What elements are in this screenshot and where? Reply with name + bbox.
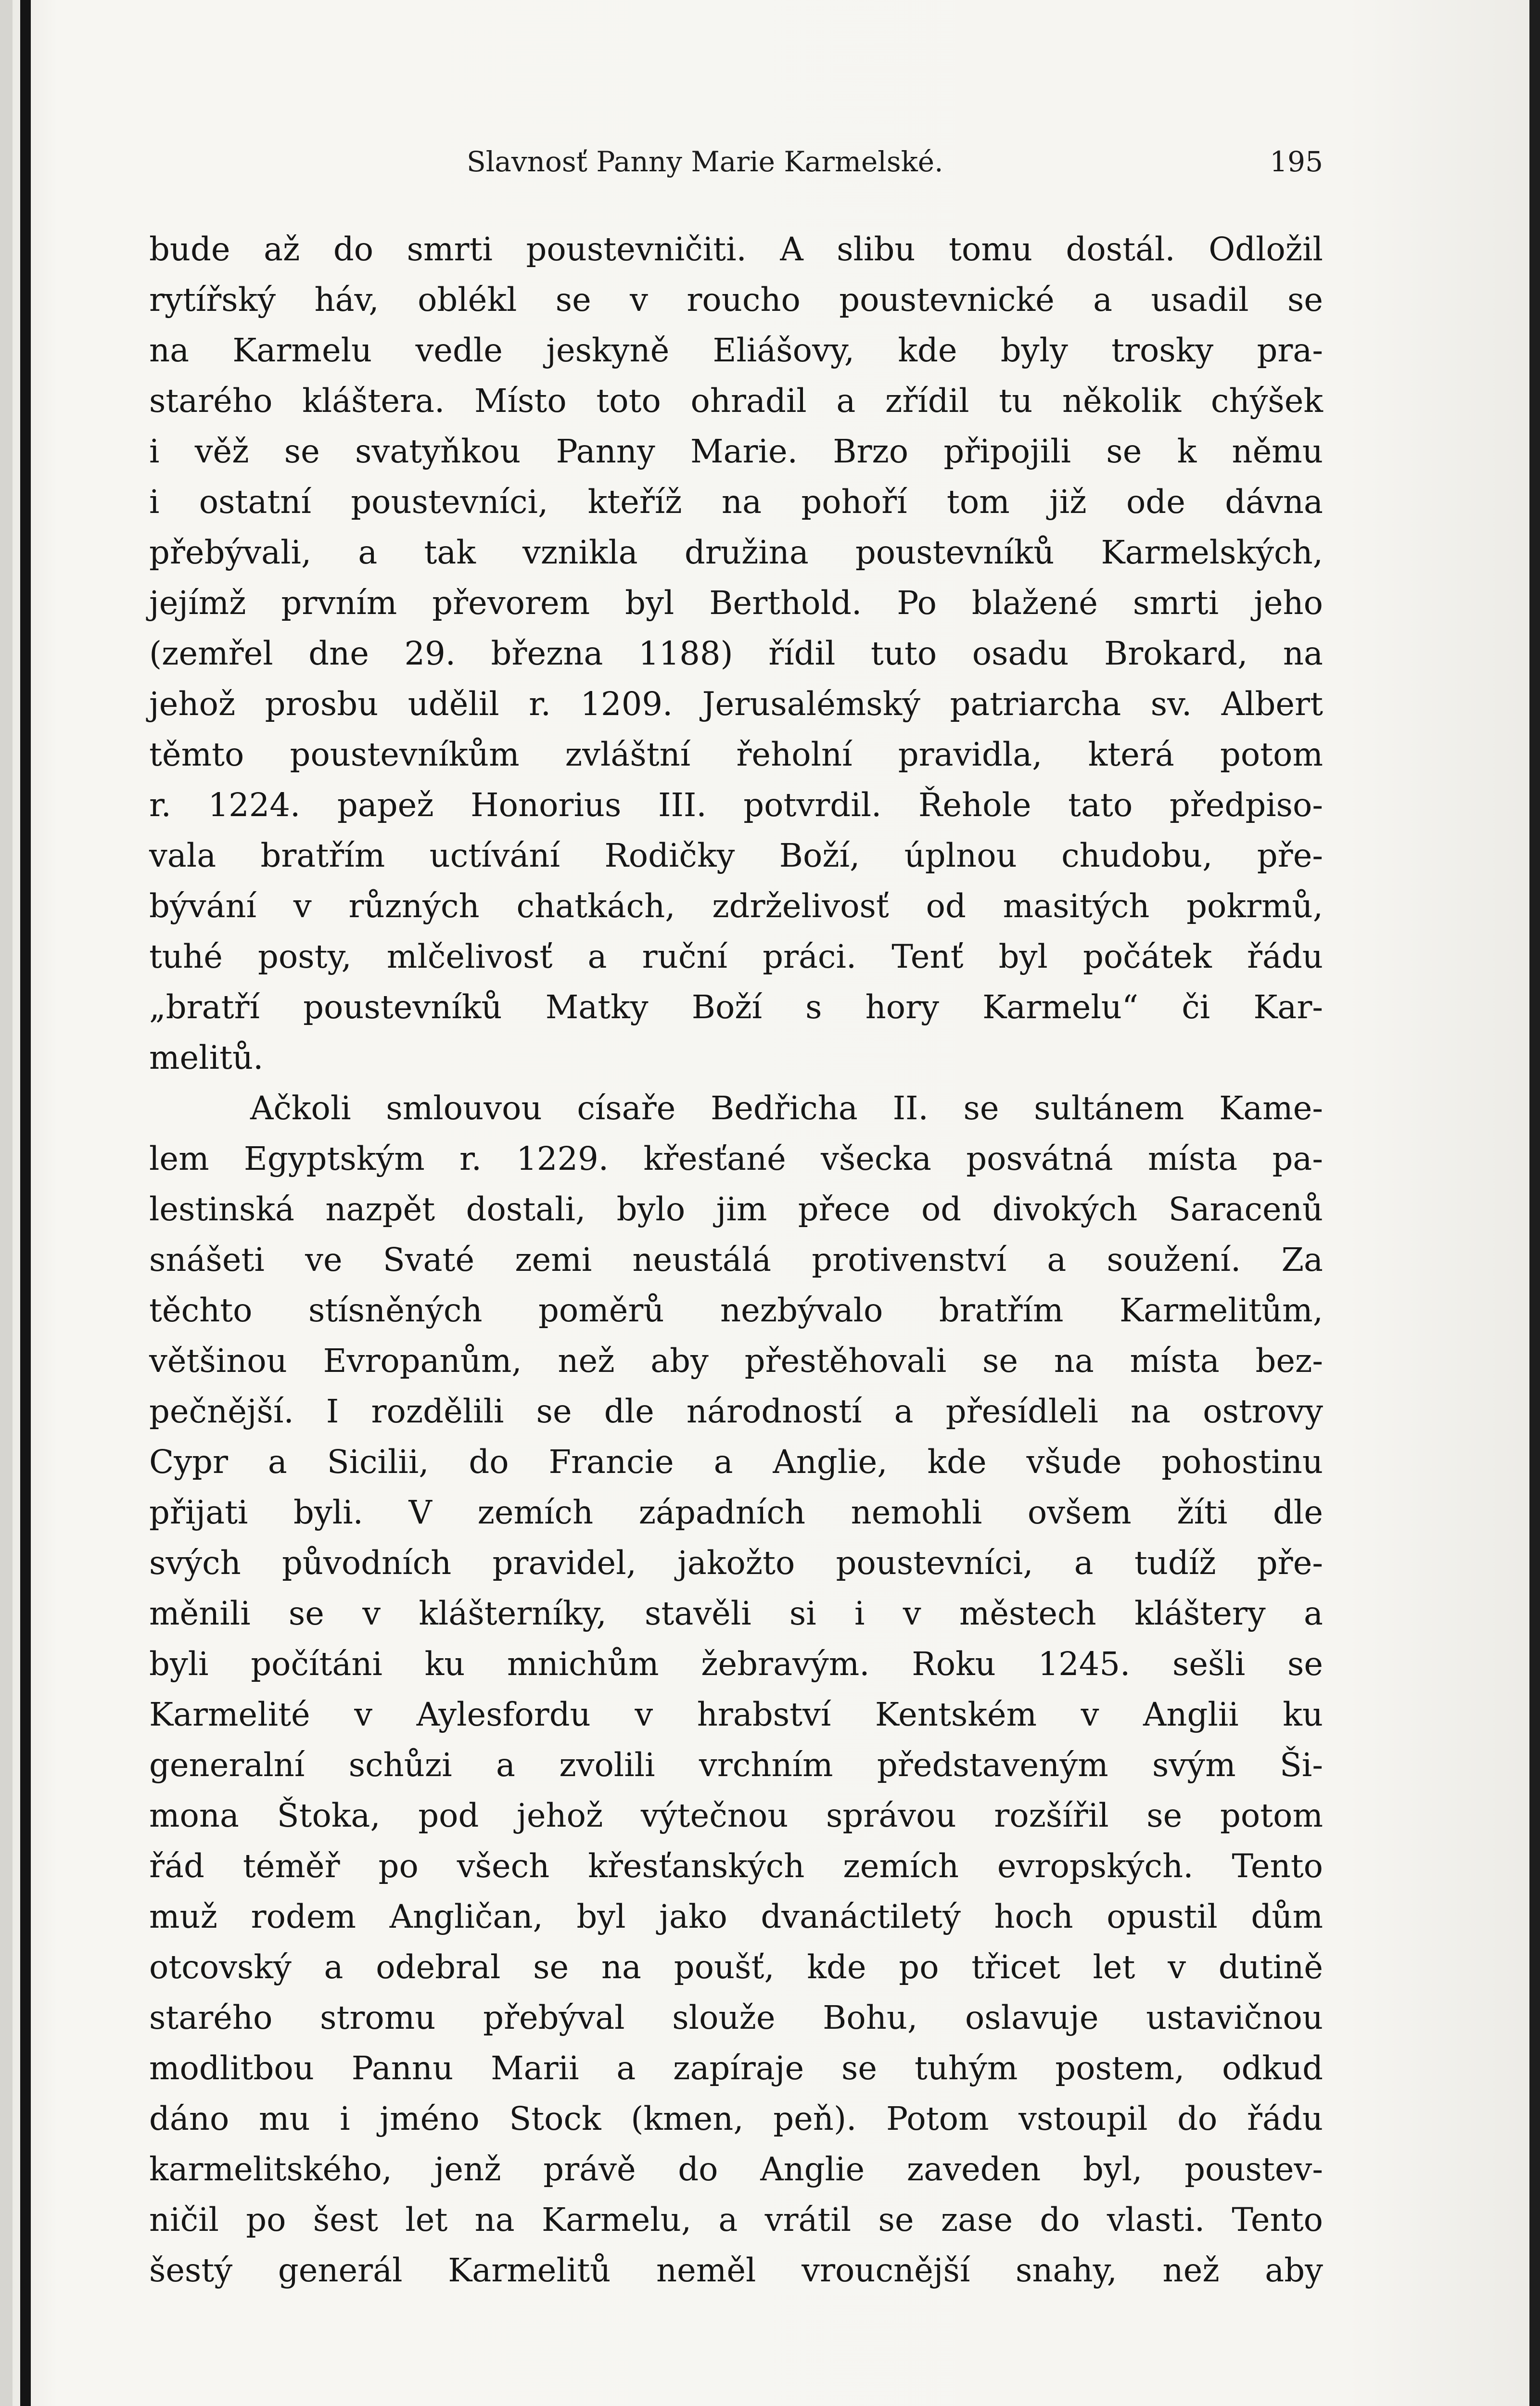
paragraph-start-line: Ačkoli smlouvou císaře Bedřicha II. se sultánem Kame-	[250, 1089, 1323, 1127]
text-line: lem Egyptským r. 1229. křesťané všecka posvátná místa pa-	[149, 1140, 1323, 1177]
text-line: pečnější. I rozdělili se dle národností a přesídleli na ostrovy	[149, 1393, 1323, 1430]
text-line: vala bratřím uctívání Rodičky Boží, úplnou chudobu, pře-	[149, 837, 1323, 874]
text-line: r. 1224. papež Honorius III. potvrdil. Řehole tato předpiso-	[149, 786, 1323, 824]
text-line: generalní schůzi a zvolili vrchním představeným svým Ši-	[149, 1746, 1323, 1784]
page-edge-shadow	[1529, 0, 1540, 2406]
text-line: byli počítáni ku mnichům žebravým. Roku 1245. sešli se	[149, 1645, 1323, 1683]
text-line: modlitbou Pannu Marii a zapíraje se tuhým postem, odkud	[149, 2049, 1323, 2087]
text-line: měnili se v klášterníky, stavěli si i v městech kláštery a	[149, 1595, 1323, 1632]
text-line: dáno mu i jméno Stock (kmen, peň). Potom vstoupil do řádu	[149, 2100, 1323, 2137]
text-line: i věž se svatyňkou Panny Marie. Brzo připojili se k němu	[149, 433, 1323, 470]
text-line: rytířský háv, oblékl se v roucho poustevnické a usadil se	[149, 281, 1323, 319]
text-line: lestinská nazpět dostali, bylo jim přece od divokých Saracenů	[149, 1190, 1323, 1228]
text-line: šestý generál Karmelitů neměl vroucnější snahy, než aby	[149, 2252, 1323, 2289]
text-line: starého kláštera. Místo toto ohradil a zřídil tu několik chýšek	[149, 382, 1323, 420]
paragraph-end-line: melitů.	[149, 1039, 264, 1076]
text-line: přebývali, a tak vznikla družina poustevníků Karmelských,	[149, 534, 1323, 571]
binding-edge	[20, 0, 31, 2406]
text-line: bude až do smrti poustevničiti. A slibu tomu dostál. Odložil	[149, 230, 1323, 268]
text-line: karmelitského, jenž právě do Anglie zaveden byl, poustev-	[149, 2150, 1323, 2188]
text-line: „bratří poustevníků Matky Boží s hory Karmelu“ či Kar-	[149, 988, 1323, 1026]
text-line: řád téměř po všech křesťanských zemích evropských. Tento	[149, 1847, 1323, 1885]
text-line: snášeti ve Svaté zemi neustálá protivenství a soužení. Za	[149, 1241, 1323, 1279]
text-line: svých původních pravidel, jakožto poustevníci, a tudíž pře-	[149, 1544, 1323, 1582]
text-line: Karmelité v Aylesfordu v hrabství Kentském v Anglii ku	[149, 1696, 1323, 1733]
text-line: mona Štoka, pod jehož výtečnou správou rozšířil se potom	[149, 1797, 1323, 1834]
text-line: těmto poustevníkům zvláštní řeholní pravidla, která potom	[149, 736, 1323, 773]
page-number: 195	[1270, 145, 1323, 178]
text-line: jejímž prvním převorem byl Berthold. Po blažené smrti jeho	[149, 584, 1323, 622]
text-line: tuhé posty, mlčelivosť a ruční práci. Tenť byl počátek řádu	[149, 938, 1323, 975]
running-title: Slavnosť Panny Marie Karmelské.	[467, 145, 943, 178]
text-line: (zemřel dne 29. března 1188) řídil tuto osadu Brokard, na	[149, 635, 1323, 672]
text-line: i ostatní poustevníci, kteříž na pohoří tom již ode dávna	[149, 483, 1323, 521]
text-line: na Karmelu vedle jeskyně Eliášovy, kde byly trosky pra-	[149, 332, 1323, 369]
body-text	[149, 224, 1323, 2296]
text-line: muž rodem Angličan, byl jako dvanáctiletý hoch opustil dům	[149, 1898, 1323, 1935]
binding-shadow	[0, 0, 13, 2406]
text-line: otcovský a odebral se na poušť, kde po třicet let v dutině	[149, 1948, 1323, 1986]
text-line: Cypr a Sicilii, do Francie a Anglie, kde všude pohostinu	[149, 1443, 1323, 1481]
page-header	[149, 142, 1323, 181]
text-line: jehož prosbu udělil r. 1209. Jerusalémský patriarcha sv. Albert	[149, 685, 1323, 723]
text-line: ničil po šest let na Karmelu, a vrátil se zase do vlasti. Tento	[149, 2201, 1323, 2239]
text-line: těchto stísněných poměrů nezbývalo bratřím Karmelitům,	[149, 1292, 1323, 1329]
text-line: starého stromu přebýval slouže Bohu, oslavuje ustavičnou	[149, 1999, 1323, 2036]
text-line: bývání v různých chatkách, zdrželivosť od masitých pokrmů,	[149, 887, 1323, 925]
text-line: většinou Evropanům, než aby přestěhovali se na místa bez-	[149, 1342, 1323, 1380]
text-line: přijati byli. V zemích západních nemohli ovšem žíti dle	[149, 1494, 1323, 1531]
